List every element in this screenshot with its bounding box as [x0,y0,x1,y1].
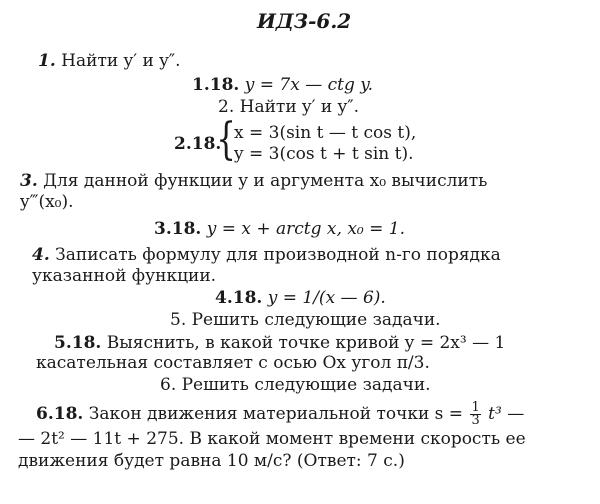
task-1-item-label: 1.18. [192,75,240,95]
task-5-line-1: Выяснить, в какой точке кривой y = 2x³ — 1 [106,333,506,353]
task-1-formula: y = 7x — ctg y. [244,75,373,95]
task-2-eq-2: y = 3(cos t + t sin t). [234,144,414,164]
task-4-number: 4. [32,245,50,265]
task-3-text-line-1: Для данной функции y и аргумента x₀ вычислить [43,171,488,191]
task-3-item [154,218,405,240]
task-4-formula: y = 1/(x — 6). [267,288,386,308]
fraction-denominator: 3 [471,413,480,428]
task-2-eq-1: x = 3(sin t — t cos t), [234,123,417,143]
task-3-formula: y = x + arctg x, x₀ = 1. [206,219,405,239]
fraction-numerator: 1 [471,400,480,415]
task-2-heading: 2. Найти y′ и y″. [218,97,360,117]
task-6-line-1-a: Закон движения материальной точки s = [88,404,464,424]
task-6-item [36,402,524,427]
task-6-line-1-b: t³ — [488,404,525,424]
task-5-heading: 5. Решить следующие задачи. [170,310,441,330]
task-2-item-label: 2.18. [174,134,222,154]
task-5-item [54,332,505,354]
task-6-item-label: 6.18. [36,404,84,424]
task-1-number: 1. [38,51,56,71]
task-4-item [215,287,386,309]
task-6-line-3: движения будет равна 10 м/с? (Ответ: 7 с.) [18,451,405,471]
task-5-item-label: 5.18. [54,333,102,353]
system-brace: { [216,114,236,165]
task-3-item-label: 3.18. [154,219,202,239]
page-title: ИДЗ-6.2 [257,9,352,33]
task-3-number: 3. [20,171,38,191]
task-3-statement [20,170,487,192]
task-1-item [192,74,373,96]
task-1-text: Найти y′ и y″. [61,51,181,71]
task-1-statement [38,50,181,72]
task-5-line-2: касательная составляет с осью Ox угол π/3. [36,353,430,373]
task-4-text-line-1: Записать формулу для производной n-го порядка [55,245,501,265]
task-3-text-line-2: y‴(x₀). [20,192,74,212]
fraction-one-third [470,402,480,427]
task-4-statement [32,244,501,266]
task-4-item-label: 4.18. [215,288,263,308]
task-6-heading: 6. Решить следующие задачи. [160,375,431,395]
task-6-line-2: — 2t² — 11t + 275. В какой момент времени скорость ее [18,429,526,449]
task-4-text-line-2: указанной функции. [32,266,217,286]
